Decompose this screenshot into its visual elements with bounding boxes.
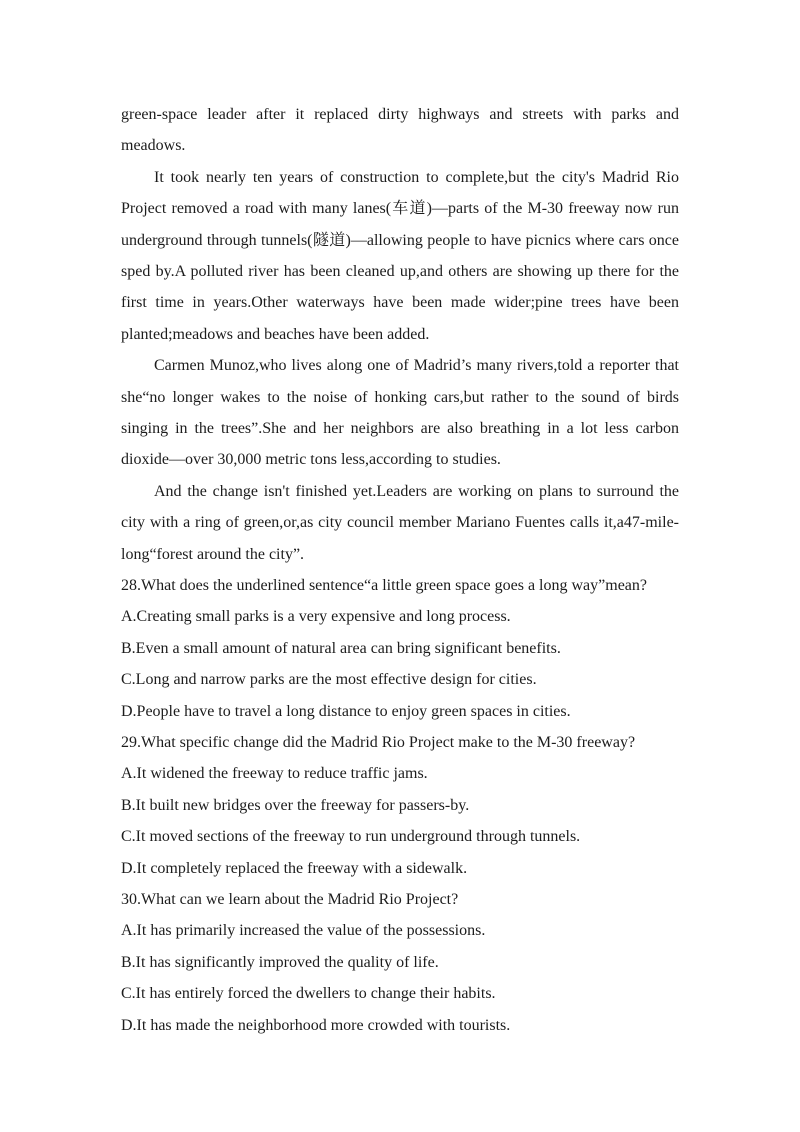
question-29 (121, 727, 701, 884)
passage-paragraph-4: And the change isn't finished yet.Leaders are working on plans to surround the city with a ring of green,or,as city council member Mariano Fuentes calls it,a47-mile-long“forest around the city”. (121, 482, 679, 563)
passage-paragraph-1: green-space leader after it replaced dirty highways and streets with parks and meadows. (121, 106, 679, 155)
option-c: C.It moved sections of the freeway to run underground through tunnels. (121, 828, 581, 846)
option-a: A.Creating small parks is a very expensive and long process. (121, 608, 511, 626)
option-b: B.It has significantly improved the quality of life. (121, 953, 439, 971)
question-stem: 28.What does the underlined sentence“a little green space goes a long way”mean? (121, 577, 647, 594)
reading-passage (121, 99, 679, 570)
question-28 (121, 570, 701, 727)
question-stem: 30.What can we learn about the Madrid Rio Project? (121, 891, 459, 909)
option-c: C.It has entirely forced the dwellers to change their habits. (121, 985, 496, 1003)
question-stem: 29.What specific change did the Madrid Rio Project make to the M-30 freeway? (121, 734, 636, 752)
option-b: B.Even a small amount of natural area can bring significant benefits. (121, 639, 561, 657)
option-b: B.It built new bridges over the freeway for passers-by. (121, 796, 470, 814)
option-d: D.People have to travel a long distance to enjoy green spaces in cities. (121, 702, 571, 720)
option-d: D.It completely replaced the freeway with a sidewalk. (121, 859, 468, 877)
option-c: C.Long and narrow parks are the most effective design for cities. (121, 671, 537, 689)
option-d: D.It has made the neighborhood more crowded with tourists. (121, 1016, 511, 1034)
passage-paragraph-2: It took nearly ten years of construction to complete,but the city's Madrid Rio Project removed a road with many lanes(车道)—parts of the M-30 freeway now run underground through tunnels(隧道)—allowing people to have picnics where cars once sped by.A polluted river has been cleaned up,and others are showing up there for the first time in years.Other waterways have been made wider;pine trees have been planted;meadows and beaches have been added. (121, 168, 679, 343)
option-a: A.It has primarily increased the value of the possessions. (121, 922, 486, 940)
passage-paragraph-3: Carmen Munoz,who lives along one of Madrid’s many rivers,told a reporter that she“no longer wakes to the noise of honking cars,but rather to the sound of birds singing in the trees”.She and her neighbors are also breathing in a lot less carbon dioxide—over 30,000 metric tons less,according to studies. (121, 357, 679, 469)
option-a: A.It widened the freeway to reduce traffic jams. (121, 765, 428, 783)
question-list (121, 570, 701, 1041)
question-30 (121, 884, 701, 1041)
